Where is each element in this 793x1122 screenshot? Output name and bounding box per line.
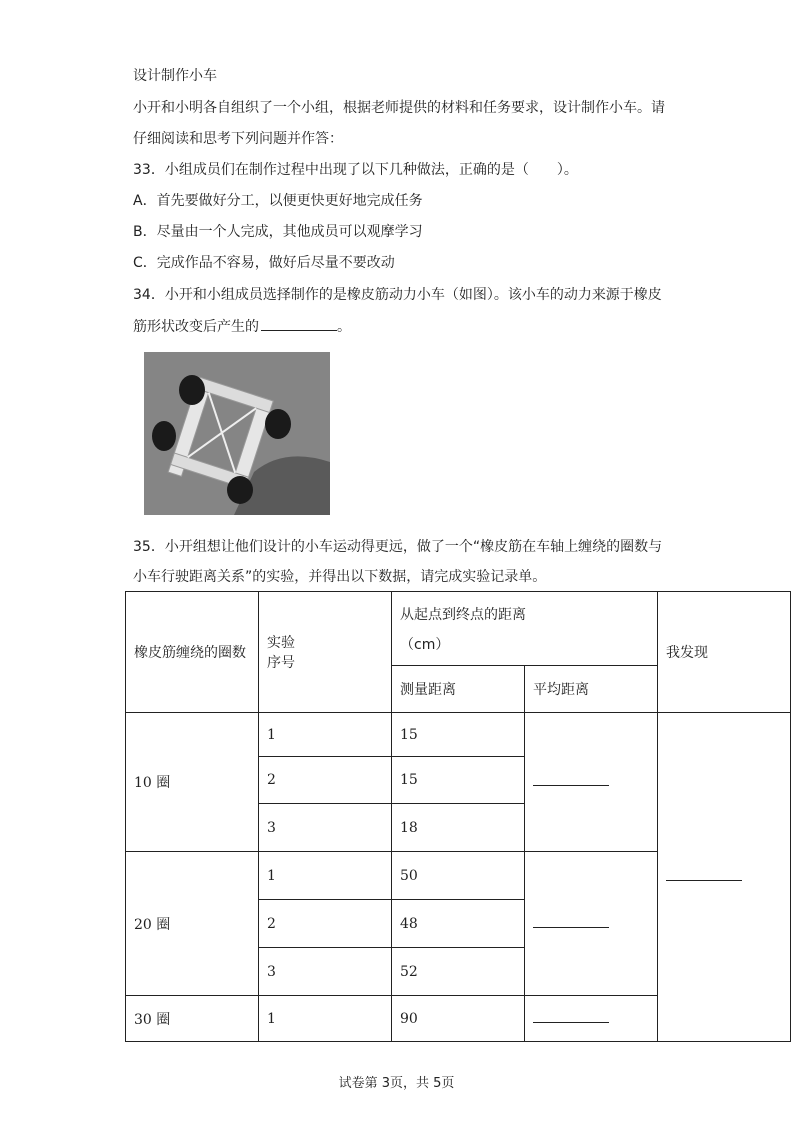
average-blank-cell [525,852,658,996]
distance-cell: 90 [392,996,525,1042]
rubber-band-car-photo [144,352,330,515]
q35-line-1: 35．小开组想让他们设计的小车运动得更远，做了一个“橡皮筋在车轴上缠绕的圈数与 [133,539,663,555]
q34-line-2: 筋形状改变后产生的 。 [133,316,351,337]
trial-cell: 2 [259,757,392,804]
q34-line-1: 34．小开和小组成员选择制作的是橡皮筋动力小车（如图）。该小车的动力来源于橡皮 [133,287,662,303]
distance-cell: 15 [392,713,525,757]
average-blank-cell [525,713,658,852]
intro-line-2: 仔细阅读和思考下列问题并作答： [133,131,343,147]
trial-cell: 1 [259,713,392,757]
answer-blank [533,775,609,786]
answer-blank [666,870,742,881]
section-title: 设计制作小车 [133,68,217,84]
average-blank-cell [525,996,658,1042]
trial-cell: 2 [259,900,392,948]
distance-cell: 50 [392,852,525,900]
header-distance: 从起点到终点的距离 （cm） [392,592,658,666]
distance-cell: 18 [392,804,525,852]
finding-blank-cell [658,713,791,1042]
distance-cell: 15 [392,757,525,804]
answer-blank [533,1012,609,1023]
q33-stem: 33．小组成员们在制作过程中出现了以下几种做法，正确的是（ ）。 [133,162,578,178]
trial-cell: 1 [259,996,392,1042]
experiment-record-table [125,591,791,1042]
page-footer: 试卷第 3页，共 5页 [338,1076,455,1091]
trial-cell: 3 [259,804,392,852]
trial-cell: 3 [259,948,392,996]
header-measured: 测量距离 [392,666,525,713]
header-finding: 我发现 [658,592,791,713]
q33-option-b: B．尽量由一个人完成，其他成员可以观摩学习 [133,224,423,240]
q34-answer-blank [261,316,337,331]
distance-cell: 52 [392,948,525,996]
intro-line-1: 小开和小明各自组织了一个小组，根据老师提供的材料和任务要求，设计制作小车。请 [133,100,665,116]
q33-option-a: A．首先要做好分工，以便更快更好地完成任务 [133,193,423,209]
q33-option-c: C．完成作品不容易，做好后尽量不要改动 [133,255,395,271]
turns-cell: 20 圈 [126,852,259,996]
answer-blank [533,917,609,928]
trial-cell: 1 [259,852,392,900]
header-average: 平均距离 [525,666,658,713]
turns-cell: 10 圈 [126,713,259,852]
distance-cell: 48 [392,900,525,948]
turns-cell: 30 圈 [126,996,259,1042]
q35-line-2: 小车行驶距离关系”的实验，并得出以下数据，请完成实验记录单。 [133,569,547,585]
header-turns: 橡皮筋缠绕的圈数 [126,592,259,713]
header-trial: 实验 序号 [259,592,392,713]
